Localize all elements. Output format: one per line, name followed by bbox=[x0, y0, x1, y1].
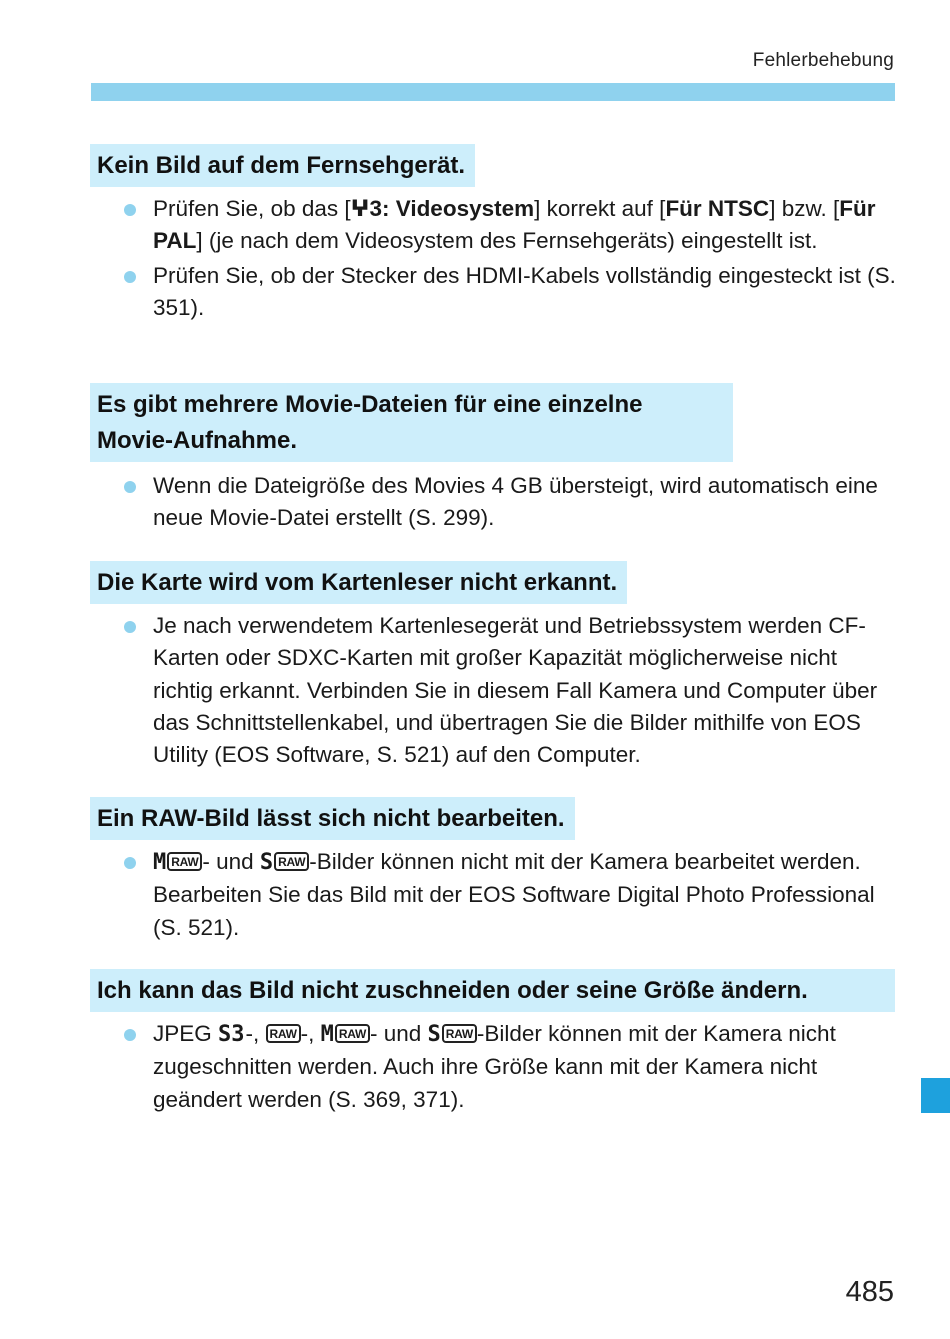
header-accent-bar bbox=[91, 83, 895, 101]
quality-m-icon: M bbox=[153, 850, 167, 875]
quality-s-icon: S bbox=[427, 1022, 441, 1047]
option-ntsc: Für NTSC bbox=[665, 196, 770, 221]
page-number: 485 bbox=[845, 1276, 894, 1308]
section-heading-no-tv-image: Kein Bild auf dem Fernsehgerät. bbox=[90, 144, 475, 187]
section-heading-cannot-crop-resize: Ich kann das Bild nicht zuschneiden oder seine Größe ändern. bbox=[90, 969, 895, 1012]
list-item: Prüfen Sie, ob das [ⵖ3: Videosystem] korrekt auf [Für NTSC] bzw. [Für PAL] (je nach dem Videosystem des Fernsehgeräts) eingestellt ist. bbox=[122, 193, 897, 258]
raw-icon: RAW bbox=[167, 852, 202, 871]
quality-s3-icon: S3 bbox=[218, 1022, 245, 1047]
list-item: M RAW - und S RAW -Bilder können nicht mit der Kamera bearbeitet werden. Bearbeiten Sie das Bild mit der EOS Software Digital Photo Professional (S. 521). bbox=[122, 846, 897, 944]
quality-s-icon: S bbox=[259, 850, 274, 875]
bullet-list bbox=[122, 1018, 897, 1118]
menu-reference: ⵖ3: Videosystem bbox=[350, 196, 535, 221]
bullet-list bbox=[122, 193, 897, 326]
option-pal: Für PAL bbox=[153, 196, 876, 254]
list-item: Wenn die Dateigröße des Movies 4 GB übersteigt, wird automatisch eine neue Movie-Datei erstellt (S. 299). bbox=[122, 470, 897, 535]
raw-icon: RAW bbox=[274, 852, 309, 871]
raw-icon: RAW bbox=[335, 1024, 370, 1043]
quality-m-icon: M bbox=[320, 1022, 334, 1047]
list-item: Je nach verwendetem Kartenlesegerät und Betriebssystem werden CF-Karten oder SDXC-Karten mit großer Kapazität möglicherweise nicht richtig erkannt. Verbinden Sie in diesem Fall Kamera und Computer über das Schnittstellenkabel, und übertragen Sie die Bilder mithilfe von EOS Utility (EOS Software, S. 521) auf den Computer. bbox=[122, 610, 897, 771]
raw-icon: RAW bbox=[266, 1024, 301, 1043]
section-heading-multiple-movie-files: Es gibt mehrere Movie-Dateien für eine einzelne Movie-Aufnahme. bbox=[90, 383, 733, 462]
bullet-list bbox=[122, 846, 897, 946]
list-item: Prüfen Sie, ob der Stecker des HDMI-Kabels vollständig eingesteckt ist (S. 351). bbox=[122, 260, 897, 325]
chapter-thumb-tab bbox=[921, 1078, 950, 1113]
bullet-list bbox=[122, 610, 897, 773]
bullet-list bbox=[122, 470, 897, 537]
running-header: Fehlerbehebung bbox=[752, 50, 894, 71]
section-heading-card-not-recognized: Die Karte wird vom Kartenleser nicht erkannt. bbox=[90, 561, 627, 604]
section-heading-raw-not-editable: Ein RAW-Bild lässt sich nicht bearbeiten. bbox=[90, 797, 575, 840]
list-item: JPEG S3-, RAW -, M RAW - und S RAW -Bilder können mit der Kamera nicht zugeschnitten werden. Auch ihre Größe kann mit der Kamera nicht geändert werden (S. 369, 371). bbox=[122, 1018, 897, 1116]
raw-icon: RAW bbox=[442, 1024, 477, 1043]
